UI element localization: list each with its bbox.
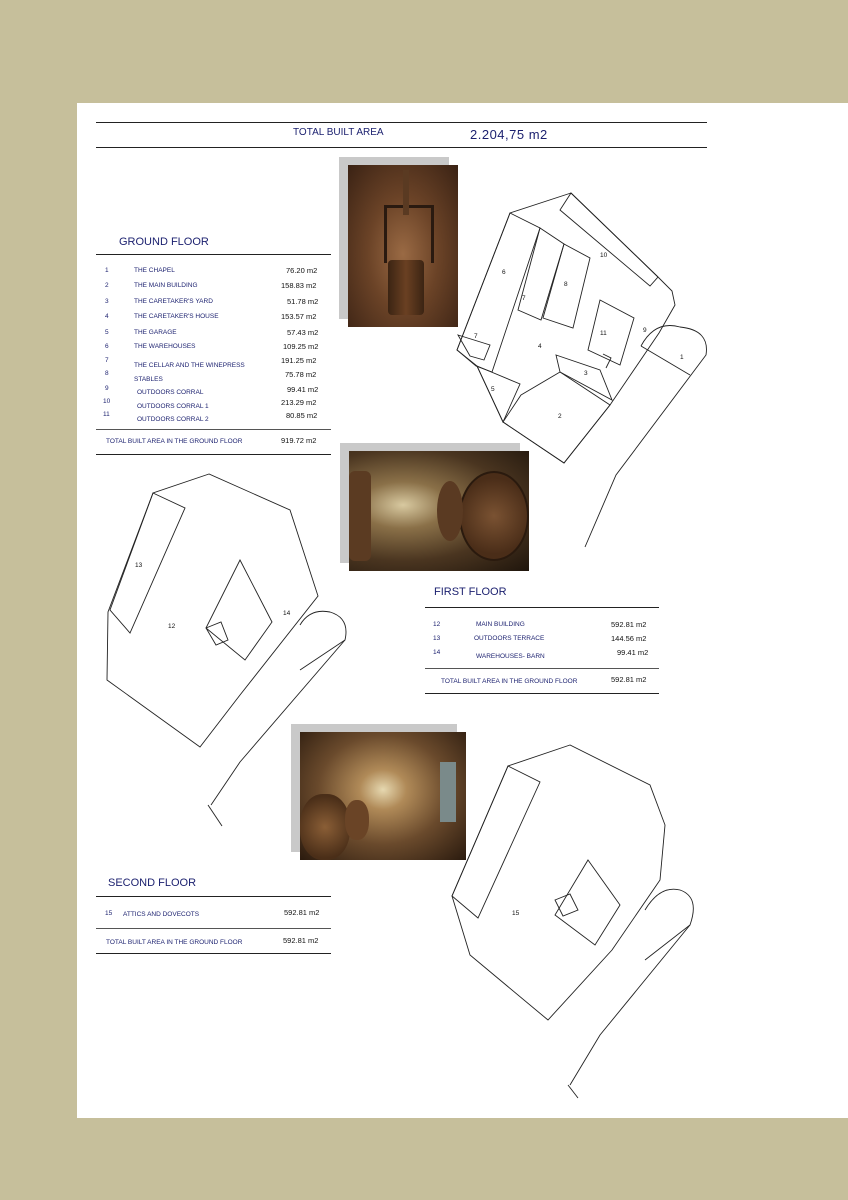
row-num: 14: [433, 649, 441, 656]
plan-label-1: 1: [680, 354, 684, 361]
ground-floor-title-rule: [96, 254, 331, 255]
second-floor-total-label: TOTAL BUILT AREA IN THE GROUND FLOOR: [106, 939, 243, 946]
second-floor-total-value: 592.81 m2: [283, 936, 319, 945]
row-area: 592.81 m2: [284, 908, 320, 917]
ground-floor-plan: [457, 193, 706, 547]
row-area: 57.43 m2: [287, 328, 319, 337]
second-floor-plan: [452, 745, 693, 1098]
room-10: [560, 193, 658, 286]
attic-wing: [452, 766, 540, 918]
first-floor-plan: [107, 474, 346, 826]
row-name: OUTDOORS CORRAL: [137, 389, 204, 396]
row-name: THE MAIN BUILDING: [134, 282, 198, 289]
row-num: 5: [105, 329, 109, 336]
ground-floor-total-value: 919.72 m2: [281, 436, 317, 445]
attic-inner: [555, 860, 620, 945]
second-floor-title: SECOND FLOOR: [108, 877, 197, 889]
boundary-tick: [568, 1085, 578, 1098]
row-area: 191.25 m2: [281, 356, 317, 365]
row-area: 213.29 m2: [281, 398, 317, 407]
row-name: THE CARETAKER'S YARD: [134, 298, 213, 305]
room-11: [588, 300, 634, 365]
boundary-line: [211, 640, 345, 805]
plan-label-5: 5: [491, 386, 495, 393]
total-area-value: 2.204,75 m2: [470, 127, 548, 142]
total-area-label: TOTAL BUILT AREA: [293, 127, 384, 138]
row-num: 8: [105, 370, 109, 377]
chapel-outline: [585, 326, 706, 547]
first-floor-total-value: 592.81 m2: [611, 675, 647, 684]
row-num: 6: [105, 343, 109, 350]
first-floor-total-top-rule: [425, 668, 659, 669]
second-floor-total-bottom-rule: [96, 953, 331, 954]
room-3: [556, 355, 612, 400]
row-num: 3: [105, 298, 109, 305]
ground-floor-total-top-rule: [96, 429, 331, 430]
first-floor-total-label: TOTAL BUILT AREA IN THE GROUND FLOOR: [441, 678, 578, 685]
row-num: 10: [103, 398, 111, 405]
boundary-tick: [208, 805, 222, 826]
second-floor-total-top-rule: [96, 928, 331, 929]
row-area: 75.78 m2: [285, 370, 317, 379]
row-num: 15: [105, 910, 113, 917]
row-num: 11: [103, 411, 110, 418]
row-area: 76.20 m2: [286, 266, 318, 275]
plan-label-9: 9: [643, 327, 647, 334]
row-name: WAREHOUSES- BARN: [476, 653, 545, 660]
plan-label-7b: 7: [474, 333, 478, 340]
plan-label-14: 14: [283, 610, 291, 617]
plan-label-2: 2: [558, 413, 562, 420]
row-num: 12: [433, 621, 441, 628]
plan-label-6: 6: [502, 269, 506, 276]
row-num: 4: [105, 313, 109, 320]
row-name: OUTDOORS CORRAL 2: [137, 416, 209, 423]
first-floor-total-bottom-rule: [425, 693, 659, 694]
boundary-line: [570, 925, 690, 1085]
chapel-outline: [645, 889, 693, 960]
row-area: 99.41 m2: [617, 648, 649, 657]
row-name: OUTDOORS CORRAL 1: [137, 403, 209, 410]
plan-label-15: 15: [512, 910, 520, 917]
ground-floor-total-bottom-rule: [96, 454, 331, 455]
plan-label-7a: 7: [522, 295, 526, 302]
row-area: 99.41 m2: [287, 385, 319, 394]
row-area: 144.56 m2: [611, 634, 647, 643]
row-name: ATTICS AND DOVECOTS: [123, 911, 200, 918]
plan-label-12: 12: [168, 623, 176, 630]
plan-label-13: 13: [135, 562, 143, 569]
row-name: THE CHAPEL: [134, 267, 175, 274]
row-area: 153.57 m2: [281, 312, 317, 321]
row-num: 7: [105, 357, 109, 364]
row-area: 109.25 m2: [283, 342, 319, 351]
row-num: 13: [433, 635, 441, 642]
ground-floor-title: GROUND FLOOR: [119, 236, 209, 248]
row-area: 592.81 m2: [611, 620, 647, 629]
row-name: THE CELLAR AND THE WINEPRESS: [134, 362, 245, 369]
row-name: OUTDOORS TERRACE: [474, 635, 545, 642]
row-name: STABLES: [134, 376, 163, 383]
second-floor-title-rule: [96, 896, 331, 897]
first-floor-title-rule: [425, 607, 659, 608]
plan-label-11: 11: [600, 330, 607, 337]
room-13: [110, 493, 185, 633]
plan-label-10: 10: [600, 252, 608, 259]
row-name: THE WAREHOUSES: [134, 343, 196, 350]
stair: [555, 894, 578, 916]
row-name: THE GARAGE: [134, 329, 177, 336]
plan-label-3: 3: [584, 370, 588, 377]
room-wall: [603, 354, 611, 368]
plan-label-8: 8: [564, 281, 568, 288]
row-num: 9: [105, 385, 109, 392]
plan-outline: [452, 745, 665, 1020]
room-5: [477, 366, 520, 422]
row-area: 80.85 m2: [286, 411, 318, 420]
ground-floor-total-label: TOTAL BUILT AREA IN THE GROUND FLOOR: [106, 438, 243, 445]
row-name: THE CARETAKER'S HOUSE: [134, 313, 219, 320]
row-area: 158.83 m2: [281, 281, 317, 290]
row-area: 51.78 m2: [287, 297, 319, 306]
row-num: 2: [105, 282, 109, 289]
row-num: 1: [105, 267, 109, 274]
plan-label-4: 4: [538, 343, 542, 350]
stair: [206, 622, 228, 645]
first-floor-title: FIRST FLOOR: [434, 586, 507, 598]
room-6: [457, 213, 540, 372]
chapel-outline: [300, 611, 346, 670]
row-name: MAIN BUILDING: [476, 621, 525, 628]
